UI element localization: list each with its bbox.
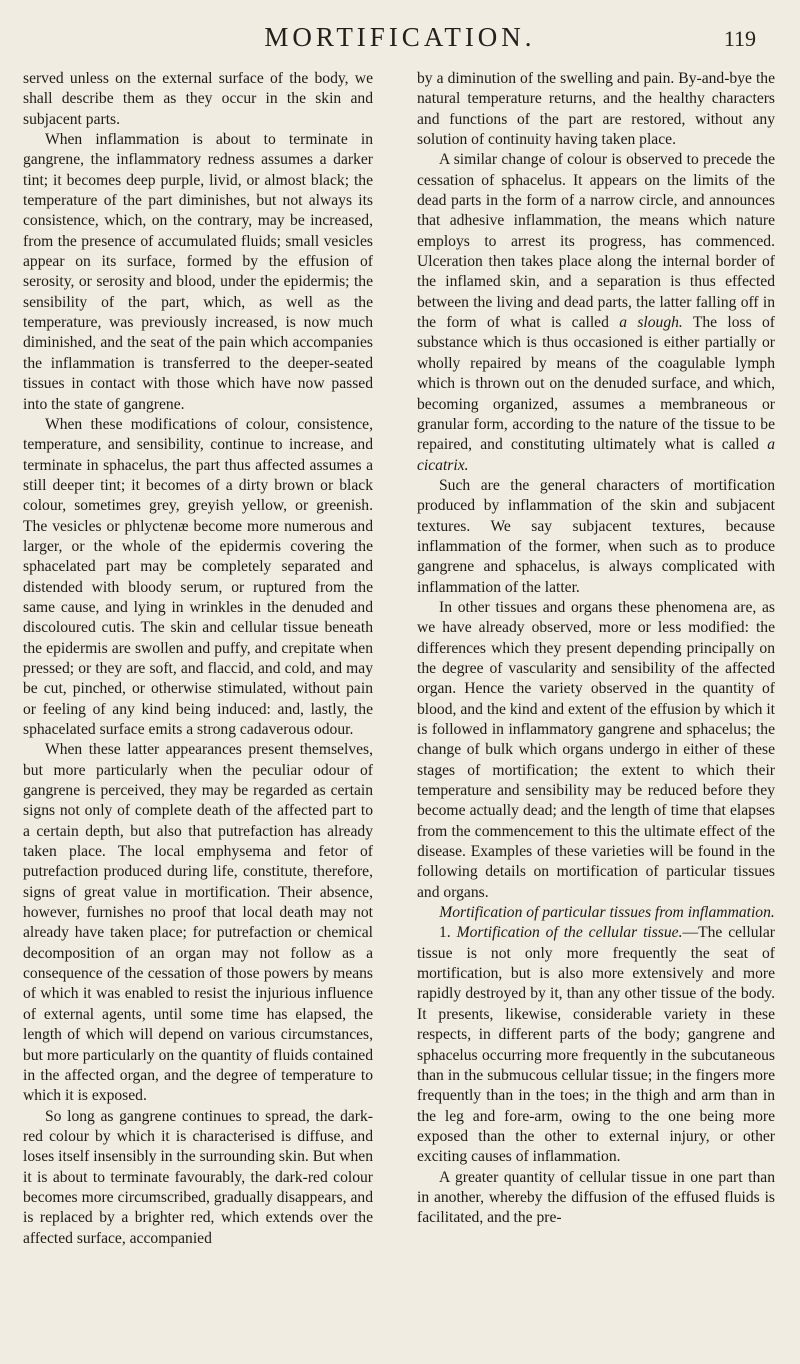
- paragraph-text: The loss of substance which is thus occasioned is either partially or wholly repaired by means of the coagulable lymph which is thrown out on the denuded surface, and which, becoming organized, assumes a membraneous or granular form, according to the nature of the tissue to be repaired, and constituting ultimately what is called: [417, 314, 775, 454]
- paragraph-number: 1.: [439, 924, 457, 942]
- paragraph-text: A similar change of colour is observed to precede the cessation of sphacelus. It appears on the limits of the dead parts in the form of a narrow circle, and announces that adhesive inflammation, the means which nature employs to arrest its progress, has commenced. Ulceration then takes place along the internal border of the inflamed skin, and a separation is thus effected between the living and dead parts, the latter falling off in the form of what is called: [417, 151, 775, 332]
- paragraph: When inflammation is about to terminate in gangrene, the inflammatory redness assumes a darker tint; it becomes deep purple, livid, or almost black; the temperature of the part diminishes, but not always its consistence, which, on the contrary, may be increased, from the presence of accumulated fluids; small vesicles appear on its surface, formed by the effusion of serosity, or serosity and blood, under the epidermis; the sensibility of the part, which, as well as the temperature, was previously increased, is now much diminished, and the seat of the pain which accompanies the inflammation is transferred to the deeper-seated tissues in contact with those which have now passed into the state of gangrene.: [23, 131, 373, 413]
- term-slough: a slough.: [619, 314, 683, 332]
- paragraph: Such are the general characters of mortification produced by inflammation of the skin and subjacent textures. We say subjacent textures, because inflammation of the former, when such as to produce gangrene and sphacelus, is always complicated with inflammation of the latter.: [417, 476, 775, 596]
- paragraph: by a diminution of the swelling and pain. By-and-bye the natural temperature returns, and the healthy characters and functions of the part are restored, without any solution of continuity having taken place.: [417, 70, 775, 149]
- paragraph: [417, 150, 775, 476]
- paragraph: served unless on the external surface of the body, we shall describe them as they occur in the skin and subjacent parts.: [23, 70, 373, 128]
- page-number: 119: [723, 26, 756, 51]
- paragraph: When these latter appearances present themselves, but more particularly when the peculiar odour of gangrene is perceived, they may be regarded as certain signs not only of complete death of the affected part to a certain depth, but also that putrefaction has already taken place. The local emphysema and fetor of putrefaction produced during life, constitute, therefore, signs of great value in mortification. Their absence, however, furnishes no proof that local death may not already have taken place; for putrefaction or chemical decomposition of an organ may not follow as a consequence of the cessation of those powers by means of which it was enabled to resist the injurious influence of external agents, until some time has elapsed, the length of which will depend on various circumstances, but more particularly on the quantity of fluids contained in the affected organ, and the degree of temperature to which it is exposed.: [23, 741, 373, 1105]
- term-cicatrix: a cicatrix.: [417, 436, 775, 474]
- paragraph: In other tissues and organs these phenomena are, as we have already observed, more or less modified: the differences which they present depending principally on the degree of vascularity and sensibility of the affected organ. Hence the variety observed in the quantity of blood, and the kind and extent of the effusion by which it is followed in inflammatory gangrene and sphacelus; the change of bulk which organs undergo in either of these stages of mortification; the extent to which their temperature and sensibility may be reduced before they become actually dead; and the length of time that elapses from the commencement to this the ultimate effect of the disease. Examples of these varieties will be found in the following details on mortification of particular tissues and organs.: [417, 598, 775, 901]
- section-subheading: Mortification of particular tissues from inflammation.: [439, 904, 775, 922]
- paragraph-title: Mortification of the cellular tissue.: [456, 924, 683, 942]
- paragraph: So long as gangrene continues to spread, the dark-red colour by which it is characterised is diffuse, and loses itself insensibly in the surrounding skin. But when it is about to terminate favourably, the dark-red colour becomes more circumscribed, gradually disappears, and is replaced by a brighter red, which extends over the affected surface, accompanied: [23, 1107, 373, 1247]
- left-column: [23, 69, 373, 1249]
- paragraph-text: —The cellular tissue is not only more frequently the seat of mortification, but is also more extensively and more rapidly destroyed by it, than any other tissue of the body. It presents, likewise, considerable variety in these respects, in different parts of the body; gangrene and sphacelus occurring more frequently in the subcutaneous than in the submucous cellular tissue; in the fingers more frequently than in the toes; in the thigh and arm than in the leg and fore-arm, owing to the one being more exposed than the other to external injury, or other exciting causes of inflammation.: [417, 924, 775, 1166]
- right-column: [417, 69, 775, 1229]
- running-head: [0, 18, 800, 58]
- paragraph: [417, 923, 775, 1167]
- paragraph: A greater quantity of cellular tissue in one part than in another, whereby the diffusion of the effused fluids is facilitated, and the pre-: [417, 1168, 775, 1227]
- running-title: MORTIFICATION.: [264, 22, 536, 52]
- paragraph: When these modifications of colour, consistence, temperature, and sensibility, continue to increase, and terminate in sphacelus, the part thus affected assumes a still deeper tint; it becomes of a dirty brown or black colour, sometimes grey, greyish yellow, or greenish. The vesicles or phlyctenæ become more numerous and larger, or the whole of the epidermis covering the sphacelated part may be completely separated and distended with bloody serum, or ruptured from the same cause, and lying in wrinkles in the denuded and discoloured cutis. The skin and cellular tissue beneath the epidermis are swollen and puffy, and crepitate when pressed; or they are soft, and flaccid, and cold, and may be cut, pinched, or otherwise stimulated, without pain or feeling of any kind being induced: and, lastly, the sphacelated surface emits a strong cadaverous odour.: [23, 415, 373, 738]
